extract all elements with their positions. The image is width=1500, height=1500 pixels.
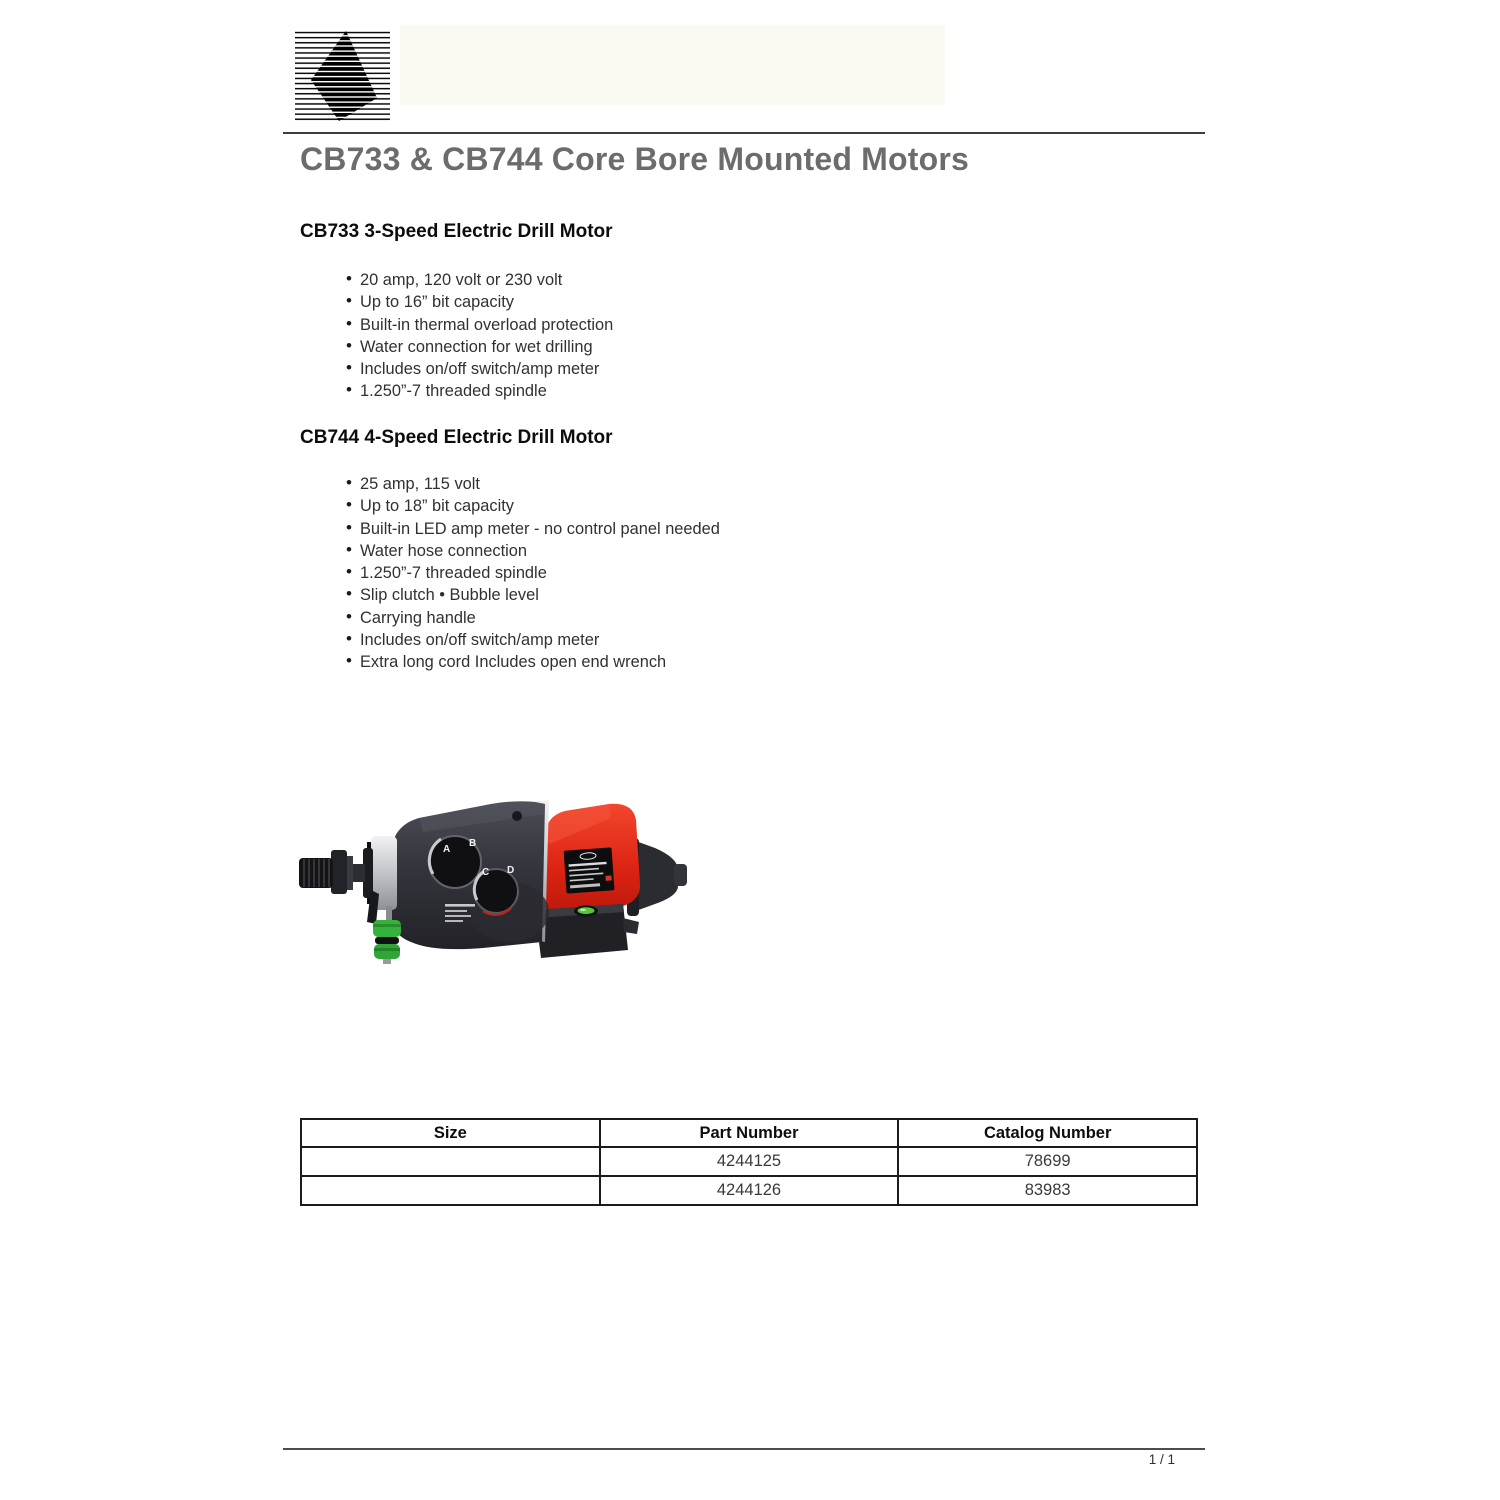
section-heading-cb733: CB733 3-Speed Electric Drill Motor [300,221,613,242]
bullet-item: • Up to 16” bit capacity [340,291,1060,313]
cell-part-number: 4244125 [600,1147,899,1176]
cell-catalog-number: 83983 [898,1176,1197,1205]
section-heading-cb744: CB744 4-Speed Electric Drill Motor [300,427,613,448]
bullet-item: • 1.250”-7 threaded spindle [340,380,1060,402]
cell-catalog-number: 78699 [898,1147,1197,1176]
product-photo [283,792,703,967]
bullet-item: • Built-in thermal overload protection [340,314,1060,336]
bullet-item: • Includes on/off switch/amp meter [340,629,1060,651]
bullet-item: • Built-in LED amp meter - no control panel needed [340,518,1060,540]
table-row [301,1176,1197,1205]
motor-endcap [633,840,678,912]
col-header-part-number: Part Number [600,1119,899,1147]
bullet-item: • Water hose connection [340,540,1060,562]
bullet-item: • Includes on/off switch/amp meter [340,358,1060,380]
spindle [299,836,397,910]
cell-size [301,1147,600,1176]
parts-table [300,1118,1198,1206]
bullet-item: • 20 amp, 120 volt or 230 volt [340,269,1060,291]
cb733-feature-list [340,269,1060,403]
blank-logo-area [400,25,945,105]
col-header-size: Size [301,1119,600,1147]
bullet-item: • Carrying handle [340,607,1060,629]
knob-letter-c: C [482,867,490,878]
knob-letter-b: B [469,838,477,849]
cell-size [301,1176,600,1205]
bullet-item: • Extra long cord Includes open end wrench [340,651,1060,673]
bullet-item: • 25 amp, 115 volt [340,473,1060,495]
table-row [301,1147,1197,1176]
footer-divider [283,1448,1205,1450]
bullet-item: • 1.250”-7 threaded spindle [340,562,1060,584]
page-title: CB733 & CB744 Core Bore Mounted Motors [300,141,970,177]
bullet-item: • Water connection for wet drilling [340,336,1060,358]
knob-letter-d: D [507,865,515,876]
cb744-feature-list [340,473,1060,674]
table-header-row [301,1119,1197,1147]
knob-letter-a: A [443,844,451,855]
bullet-item: • Up to 18” bit capacity [340,495,1060,517]
motor-label [564,847,615,893]
col-header-catalog-number: Catalog Number [898,1119,1197,1147]
page-number: 1 / 1 [1148,1452,1175,1467]
bullet-item: • Slip clutch • Bubble level [340,584,1060,606]
diamond-logo-icon [295,30,390,122]
header-divider [283,132,1205,134]
cell-part-number: 4244126 [600,1176,899,1205]
